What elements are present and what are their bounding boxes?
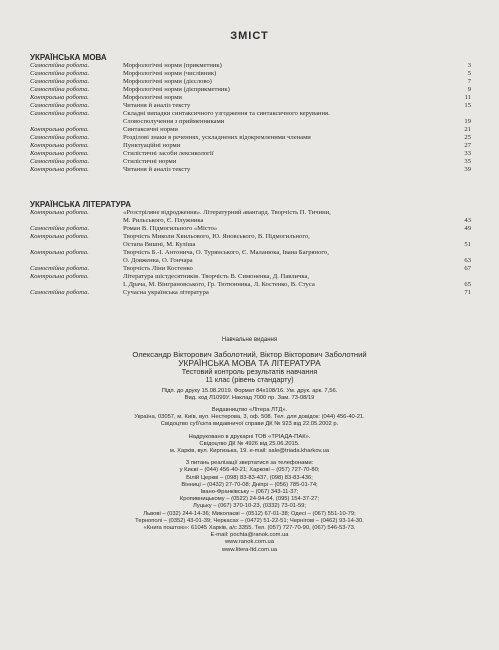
toc-entry-category: Самостійна робота.: [30, 158, 90, 165]
toc-entry-category: Контрольна робота.: [30, 209, 89, 216]
toc-entry: [30, 233, 471, 249]
toc-entry-page-number: 39: [464, 166, 471, 173]
toc-entry-title-line: Творчість Миколи Хвильового, Ю. Яновського, В. Підмогильного,: [123, 233, 310, 240]
colophon-publisher-address: Україна, 03057, м. Київ, вул. Нестерова, 3, оф. 508. Тел. для довідок: (044) 456-40-21.: [134, 414, 365, 421]
colophon-contact-line: Луцьку – (067) 370-10-23, (0332) 73-01-59;: [192, 503, 307, 510]
toc-entry-title: [123, 209, 457, 225]
toc-entry-title: [123, 249, 457, 265]
toc-entry-title: [123, 102, 457, 110]
toc-entry-title-line: М. Рильського, Є. Плужника: [123, 217, 204, 224]
toc-entry-page-number: 33: [464, 150, 471, 157]
toc-entry-title: [123, 142, 457, 150]
colophon-contact-line: Білій Церкві – (098) 83-83-437, (098) 83-83-436;: [186, 474, 313, 481]
toc-entry-title-line: Морфологічні норми (дієслово): [123, 78, 212, 85]
colophon-printer-address: м. Харків, вул. Киргизька, 19. e-mail: sale@triada.kharkov.ua: [169, 448, 330, 455]
colophon-book-title: УКРАЇНСЬКА МОВА ТА ЛІТЕРАТУРА: [178, 358, 321, 369]
colophon: [0, 337, 499, 554]
colophon-grade: 11 клас (рівень стандарту): [205, 375, 294, 385]
colophon-email: E-mail: pochta@ranok.com.ua: [210, 532, 289, 539]
colophon-printer: Надруковано в друкарні ТОВ «ТРІАДА-ПАК».: [188, 433, 311, 440]
toc-entry-title: [123, 78, 457, 86]
colophon-website: www.litera-ltd.com.ua: [221, 546, 278, 553]
toc-entry-title-line: Читання й аналіз тексту: [123, 102, 191, 109]
toc-entry-page-number: 15: [464, 102, 471, 109]
toc-entry-title: [123, 70, 457, 78]
toc-entry-category: Самостійна робота.: [30, 265, 90, 272]
toc-entry-page-number: 21: [464, 126, 471, 133]
colophon-website: www.ranok.com.ua: [225, 539, 274, 546]
section-heading-language: УКРАЇНСЬКА МОВА: [30, 53, 107, 62]
toc-entry: [30, 166, 471, 174]
colophon-authors: Олександр Вікторович Заболотний, Віктор Вікторович Заболотний: [132, 350, 367, 360]
toc-entry-title-line: Морфологічні норми (прикметник): [123, 62, 222, 69]
toc-entry: [30, 225, 471, 233]
toc-entry-category: Самостійна робота.: [30, 134, 90, 141]
toc-entry-title-line: Складні випадки синтаксичного узгодження та синтаксичного керування.: [123, 110, 330, 117]
toc-entry-title-line: Морфологічні норми (числівник): [123, 70, 217, 77]
toc-entry: [30, 289, 471, 297]
colophon-print-details: Підп. до друку 15.08.2019. Формат 84х108/16. Ум. друк. арк. 7,56.: [161, 387, 338, 394]
colophon-printer-certificate: Свідоцтво ДК № 4926 від 25.06.2015.: [199, 440, 300, 447]
toc-entry-title: [123, 273, 457, 289]
toc-entry: [30, 150, 471, 158]
toc-entry-page-number: 51: [464, 241, 471, 248]
toc-language: [30, 62, 471, 174]
toc-entry-category: Самостійна робота.: [30, 70, 90, 77]
toc-entry: [30, 209, 471, 225]
toc-entry-category: Самостійна робота.: [30, 78, 90, 85]
toc-entry-page-number: 9: [467, 86, 471, 93]
toc-entry: [30, 86, 471, 94]
toc-entry-page-number: 43: [464, 217, 471, 224]
toc-entry: [30, 158, 471, 166]
toc-entry-title-line: Словосполучення з прийменниками: [123, 118, 225, 125]
toc-entry-page-number: 65: [464, 281, 471, 288]
colophon-contact-line: Кропивницькому – (0522) 24-94-64, (095) 154-37-27;: [179, 496, 320, 503]
colophon-publisher: Видавництво «Літера ЛТД».: [211, 407, 288, 414]
toc-entry: [30, 126, 471, 134]
toc-entry-page-number: 35: [464, 158, 471, 165]
toc-entry-category: Контрольна робота.: [30, 126, 89, 133]
toc-entry-title: [123, 134, 457, 142]
toc-entry-category: Контрольна робота.: [30, 233, 89, 240]
toc-literature: [30, 209, 471, 297]
toc-entry-category: Самостійна робота.: [30, 225, 90, 232]
toc-entry-title: [123, 158, 457, 166]
colophon-contact-line: Львові – (032) 244-14-36; Миколаєві – (0512) 67-01-38; Одесі – (067) 551-10-79;: [143, 510, 356, 517]
toc-entry-category: Контрольна робота.: [30, 142, 89, 149]
toc-entry: [30, 110, 471, 126]
toc-entry-page-number: 63: [464, 257, 471, 264]
toc-entry-title: [123, 166, 457, 174]
toc-entry: [30, 78, 471, 86]
toc-entry-title: [123, 265, 457, 273]
toc-entry-page-number: 5: [467, 70, 471, 77]
toc-entry-title: [123, 86, 457, 94]
toc-entry-title-line: Остапа Вишні, М. Куліша: [123, 241, 196, 248]
toc-entry-title: [123, 62, 457, 70]
toc-entry-page-number: 19: [464, 118, 471, 125]
toc-entry-title-line: Пунктуаційні норми: [123, 142, 181, 149]
colophon-mail-order: «Книга поштою»: 61045 Харків, а/с 3355. Тел. (057) 727-70-90, (067) 546-53-73.: [143, 525, 356, 532]
toc-entry-title-line: Творчість Ліни Костенко: [123, 265, 193, 272]
colophon-edition-type: Навчальне видання: [221, 337, 278, 343]
toc-entry-title-line: Роман В. Підмогильного «Місто»: [123, 225, 218, 232]
toc-entry-title-line: Стилістичні засоби лексикології: [123, 150, 214, 157]
colophon-contact-line: Вінниці – (0432) 27-70-08; Дніпрі – (056) 785-01-74;: [181, 481, 318, 488]
toc-entry-title-line: Творчість Б.-І. Антонича, О. Турянського, Є. Маланюка, Івана Багряного,: [123, 249, 329, 256]
toc-entry-category: Контрольна робота.: [30, 166, 89, 173]
toc-entry-page-number: 25: [464, 134, 471, 141]
toc-entry-title-line: Література шістдесятників. Творчість В. Симоненка, Д. Павличка,: [123, 273, 310, 280]
toc-entry: [30, 142, 471, 150]
toc-entry-title-line: Сучасна українська література: [123, 289, 209, 296]
toc-entry-title-line: «Розстріляне відродження». Літературний авангард. Творчість П. Тичини,: [123, 209, 331, 216]
toc-entry-title-line: Морфологічні норми: [123, 94, 182, 101]
toc-entry-title: [123, 150, 457, 158]
colophon-contact-line: З питань реалізації звертатися за телефонами:: [185, 460, 314, 467]
toc-entry-title-line: Морфологічні норми (дієприкметник): [123, 86, 230, 93]
page-title: ЗМІСТ: [230, 30, 269, 42]
section-heading-literature: УКРАЇНСЬКА ЛІТЕРАТУРА: [30, 200, 132, 209]
toc-entry-title: [123, 225, 457, 233]
toc-entry: [30, 273, 471, 289]
toc-entry: [30, 62, 471, 70]
toc-entry-page-number: 71: [464, 289, 471, 296]
toc-entry-category: Самостійна робота.: [30, 102, 90, 109]
toc-entry-title: [123, 110, 457, 126]
toc-entry-title-line: Стилістичні норми: [123, 158, 177, 165]
colophon-subtitle: Тестовий контроль результатів навчання: [181, 366, 318, 376]
toc-entry-title: [123, 289, 457, 297]
toc-entry: [30, 94, 471, 102]
toc-entry-category: Самостійна робота.: [30, 289, 90, 296]
toc-entry: [30, 249, 471, 265]
toc-entry-page-number: 11: [464, 94, 471, 101]
toc-entry-title-line: Синтаксичні норми: [123, 126, 178, 133]
toc-entry-category: Контрольна робота.: [30, 94, 89, 101]
colophon-print-code: Вид. код Л1099У. Наклад 7000 пр. Зам. 73-08/19: [184, 394, 315, 401]
toc-entry-title-line: О. Довженка, О. Гончара: [123, 257, 193, 264]
toc-entry-category: Контрольна робота.: [30, 273, 89, 280]
toc-entry-category: Самостійна робота.: [30, 110, 90, 117]
toc-entry-category: Самостійна робота.: [30, 86, 90, 93]
toc-entry: [30, 70, 471, 78]
toc-entry-category: Контрольна робота.: [30, 249, 89, 256]
toc-entry-title-line: Розділові знаки в реченнях, ускладнених відокремленими членами: [123, 134, 311, 141]
toc-entry-page-number: 7: [467, 78, 471, 85]
toc-entry: [30, 102, 471, 110]
colophon-contact-line: у Києві – (044) 456-40-21; Харкові – (057) 727-70-80;: [179, 467, 320, 474]
colophon-contact-line: Тернополі – (0352) 43-01-39; Черкасах – (0472) 51-22-51; Чернігові – (0462) 93-14-30.: [135, 517, 364, 524]
toc-entry-page-number: 49: [464, 225, 471, 232]
toc-entry-title: [123, 126, 457, 134]
toc-entry-page-number: 67: [464, 265, 471, 272]
toc-entry-category: Контрольна робота.: [30, 150, 89, 157]
toc-entry-title: [123, 94, 457, 102]
toc-entry-page-number: 3: [467, 62, 471, 69]
toc-entry-title-line: І. Драча, М. Вінграновського, Гр. Тютюнника, Л. Костенко, В. Стуса: [123, 281, 315, 288]
colophon-publisher-certificate: Свідоцтво суб'єкта видавничої справи ДК № 923 від 22.05.2002 р.: [160, 421, 339, 428]
toc-entry-page-number: 27: [464, 142, 471, 149]
toc-entry-title-line: Читання й аналіз тексту: [123, 166, 191, 173]
toc-entry: [30, 265, 471, 273]
toc-entry: [30, 134, 471, 142]
colophon-contact-line: Івано-Франківську – (067) 343-11-37;: [200, 489, 299, 496]
toc-entry-title: [123, 233, 457, 249]
toc-entry-category: Самостійна робота.: [30, 62, 90, 69]
